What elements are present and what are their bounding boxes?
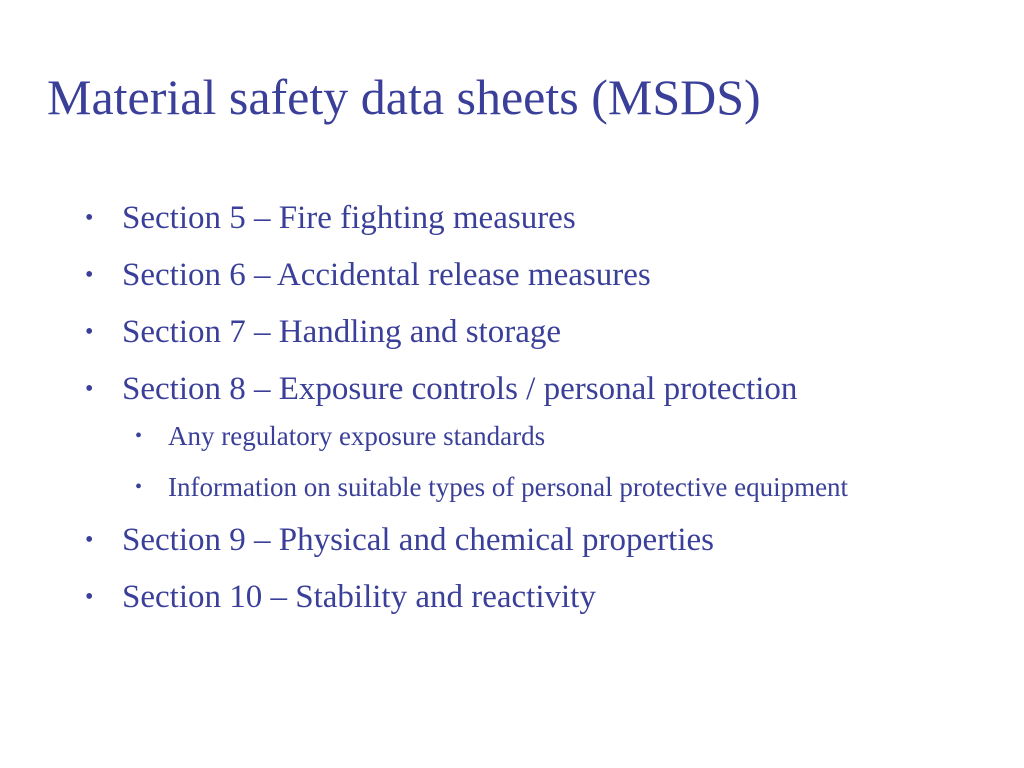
bullet-icon: • bbox=[85, 205, 94, 231]
bullet-text: Section 6 – Accidental release measures bbox=[122, 257, 651, 293]
sub-bullet-icon: • bbox=[135, 476, 143, 498]
sub-bullet-text: Information on suitable types of personal protective equipment bbox=[168, 472, 849, 502]
bullet-item-section-10 bbox=[80, 575, 990, 619]
bullet-text: Section 8 – Exposure controls / personal protection bbox=[122, 371, 798, 407]
bullet-text: Section 9 – Physical and chemical properties bbox=[122, 522, 715, 558]
bullet-icon: • bbox=[85, 376, 94, 402]
sub-bullet-item-exposure-standards bbox=[80, 417, 990, 456]
bullet-icon: • bbox=[85, 262, 94, 288]
bullet-icon: • bbox=[85, 319, 94, 345]
bullet-text: Section 5 – Fire fighting measures bbox=[122, 200, 576, 236]
sub-bullet-item-protective-equipment bbox=[80, 467, 968, 507]
bullet-text: Section 7 – Handling and storage bbox=[122, 314, 561, 350]
bullet-text: Section 10 – Stability and reactivity bbox=[122, 579, 596, 615]
bullet-list bbox=[80, 196, 990, 632]
slide-title: Material safety data sheets (MSDS) bbox=[47, 69, 761, 125]
bullet-item-section-8 bbox=[80, 367, 990, 411]
bullet-item-section-6 bbox=[80, 253, 990, 297]
sub-bullet-text: Any regulatory exposure standards bbox=[168, 421, 546, 451]
bullet-item-section-9 bbox=[80, 518, 990, 562]
bullet-item-section-7 bbox=[80, 310, 990, 354]
bullet-icon: • bbox=[85, 527, 94, 553]
sub-bullet-icon: • bbox=[135, 425, 143, 447]
bullet-icon: • bbox=[85, 584, 94, 610]
bullet-item-section-5 bbox=[80, 196, 990, 240]
